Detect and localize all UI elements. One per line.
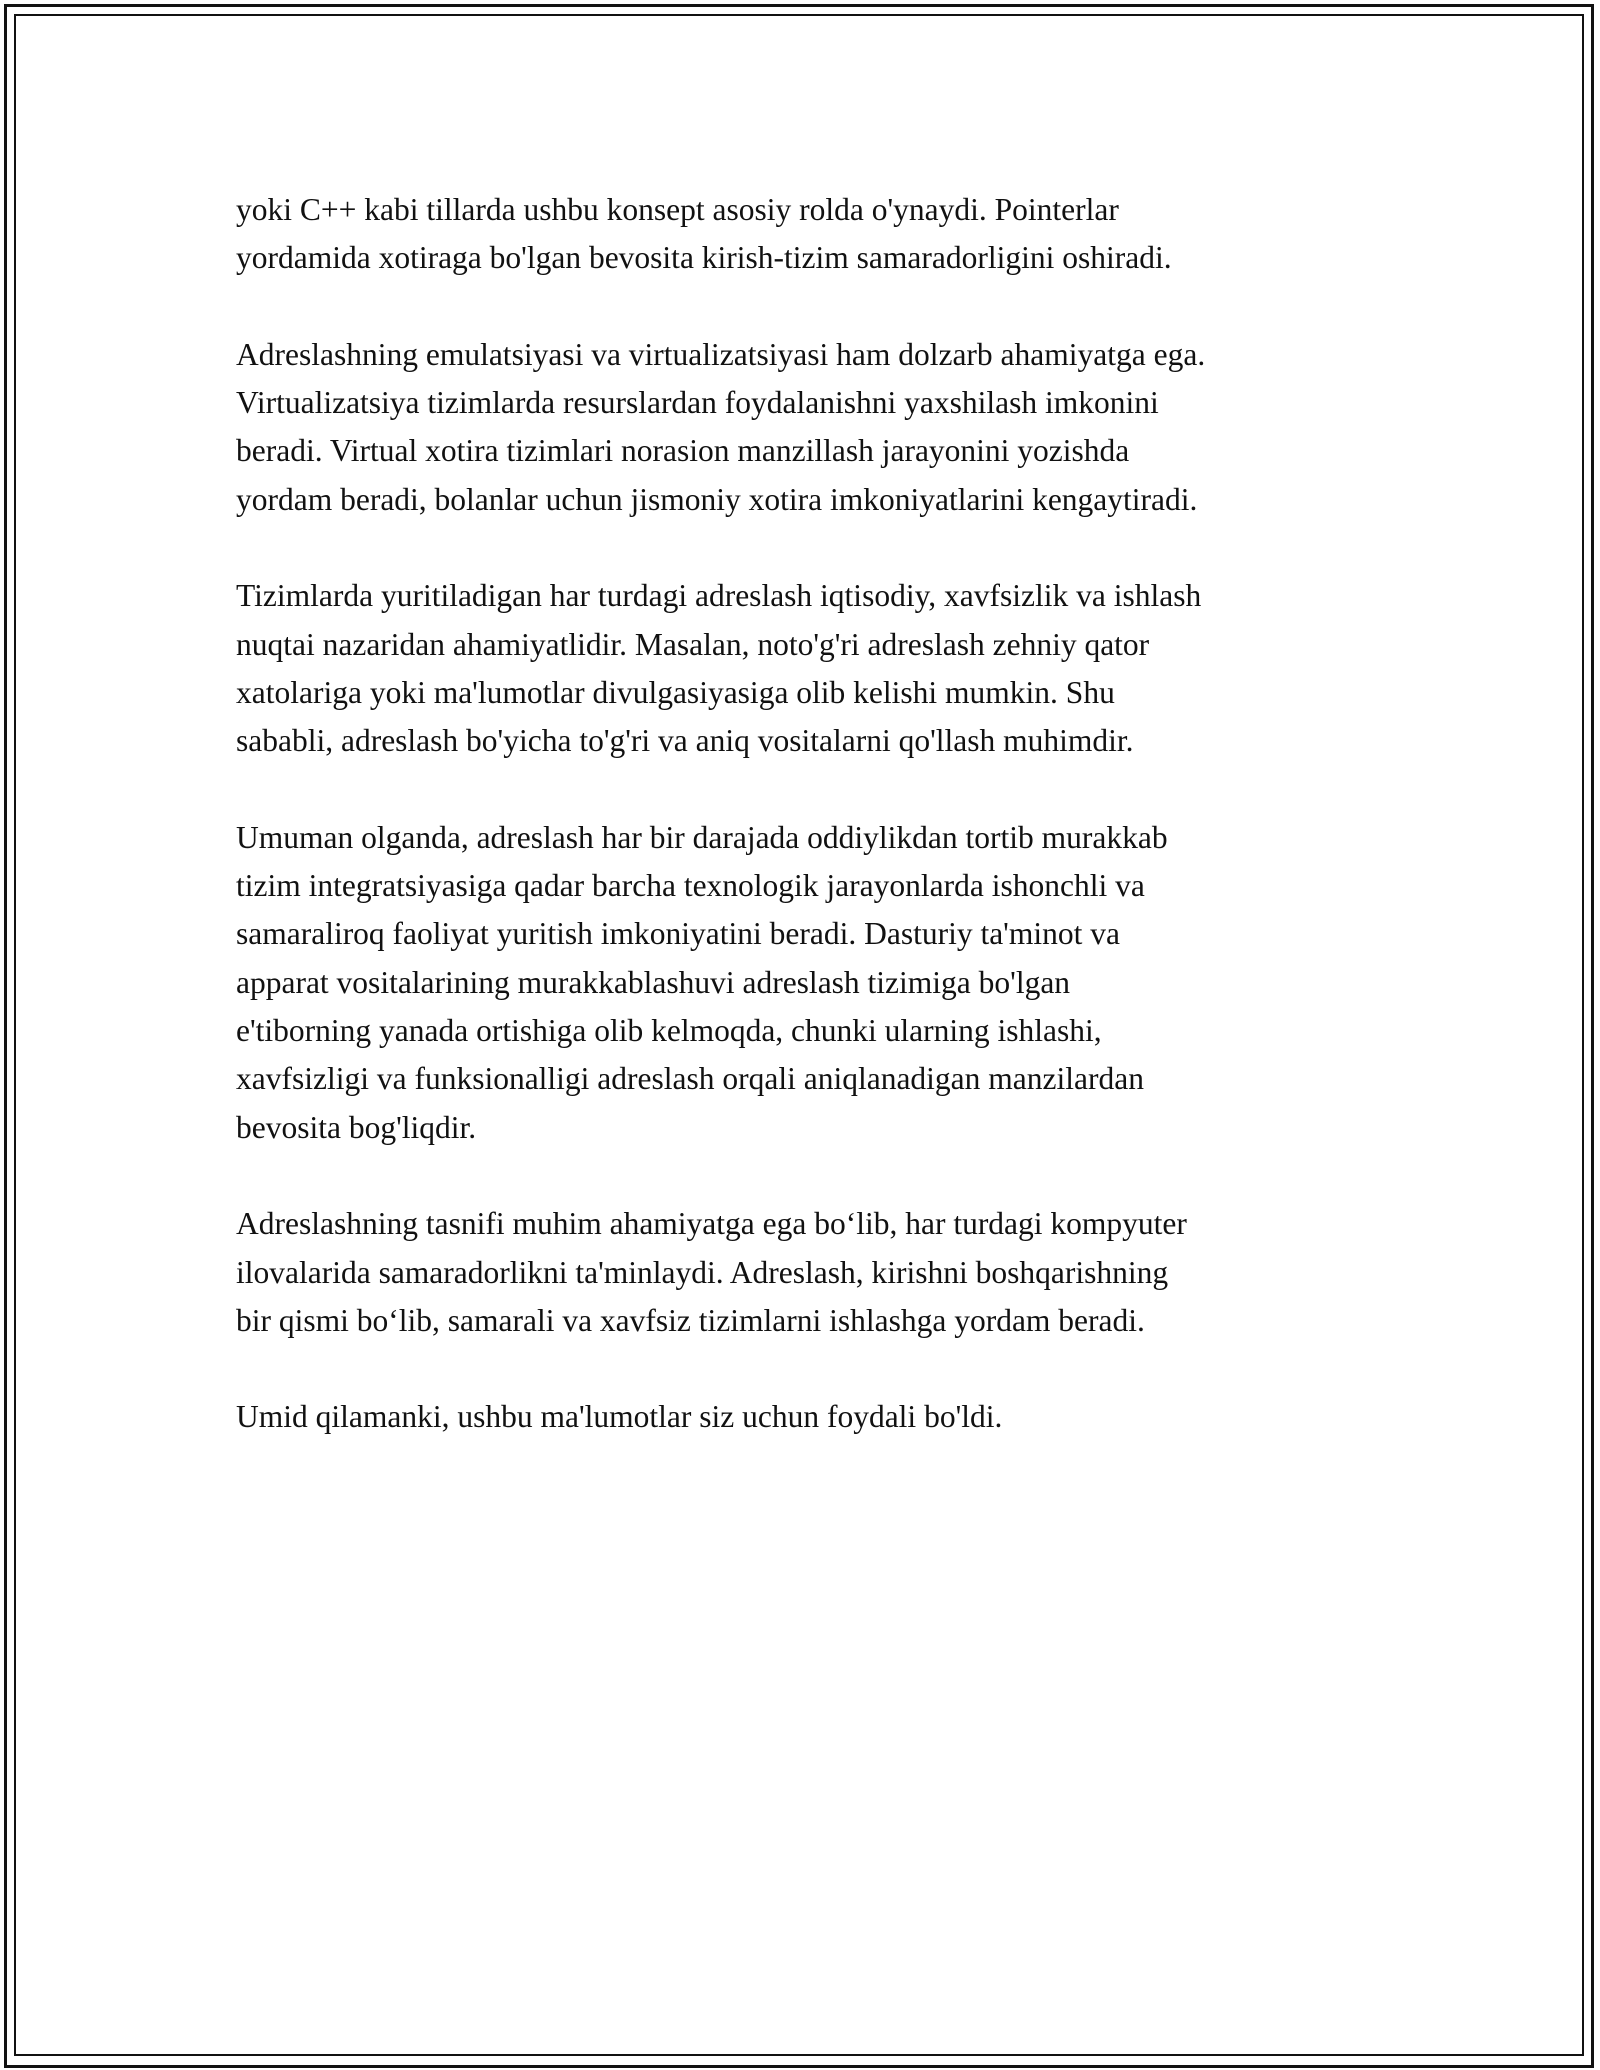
paragraph-summary: Umuman olganda, adreslash har bir darajada oddiylikdan tortib murakkab tizim integratsiyasiga qadar barcha texnologik jarayonlarda ishonchli va samaraliroq faoliyat yuritish imkoniyatini beradi. Dasturiy ta'minot va apparat vositalarining murakkablashuvi adreslash tizimiga bo'lgan e'tiborning yanada ortishiga olib kelmoqda, chunki ularning ishlashi, xavfsizligi va funksionalligi adreslash orqali aniqlanadigan manzilardan bevosita bog'liqdir. (236, 819, 1168, 1145)
paragraph-virtualization: Adreslashning emulatsiyasi va virtualizatsiyasi ham dolzarb ahamiyatga ega. Virtualizatsiya tizimlarda resurslardan foydalanishni yaxshilash imkonini beradi. Virtual xotira tizimlari norasion manzillash jarayonini yozishda yordam beradi, bolanlar uchun jismoniy xotira imkoniyatlarini kengaytiradi. (236, 336, 1206, 517)
document-body (236, 186, 1386, 1490)
paragraph-closing: Umid qilamanki, ushbu ma'lumotlar siz uchun foydali bo'ldi. (236, 1399, 1003, 1435)
paragraph-classification: Adreslashning tasnifi muhim ahamiyatga ega bo‘lib, har turdagi kompyuter ilovalarida samaradorlikni ta'minlaydi. Adreslash, kirishni boshqarishning bir qismi bo‘lib, samarali va xavfsiz tizimlarni ishlashga yordam beradi. (236, 1206, 1187, 1338)
paragraph-pointers: yoki C++ kabi tillarda ushbu konsept asosiy rolda o'ynaydi. Pointerlar yordamida xotiraga bo'lgan bevosita kirish-tizim samaradorligini oshiradi. (236, 192, 1172, 276)
paragraph-security: Tizimlarda yuritiladigan har turdagi adreslash iqtisodiy, xavfsizlik va ishlash nuqtai nazaridan ahamiyatlidir. Masalan, noto'g'ri adreslash zehniy qator xatolariga yoki ma'lumotlar divulgasiyasiga olib kelishi mumkin. Shu sababli, adreslash bo'yicha to'g'ri va aniq vositalarni qo'llash muhimdir. (236, 578, 1202, 759)
